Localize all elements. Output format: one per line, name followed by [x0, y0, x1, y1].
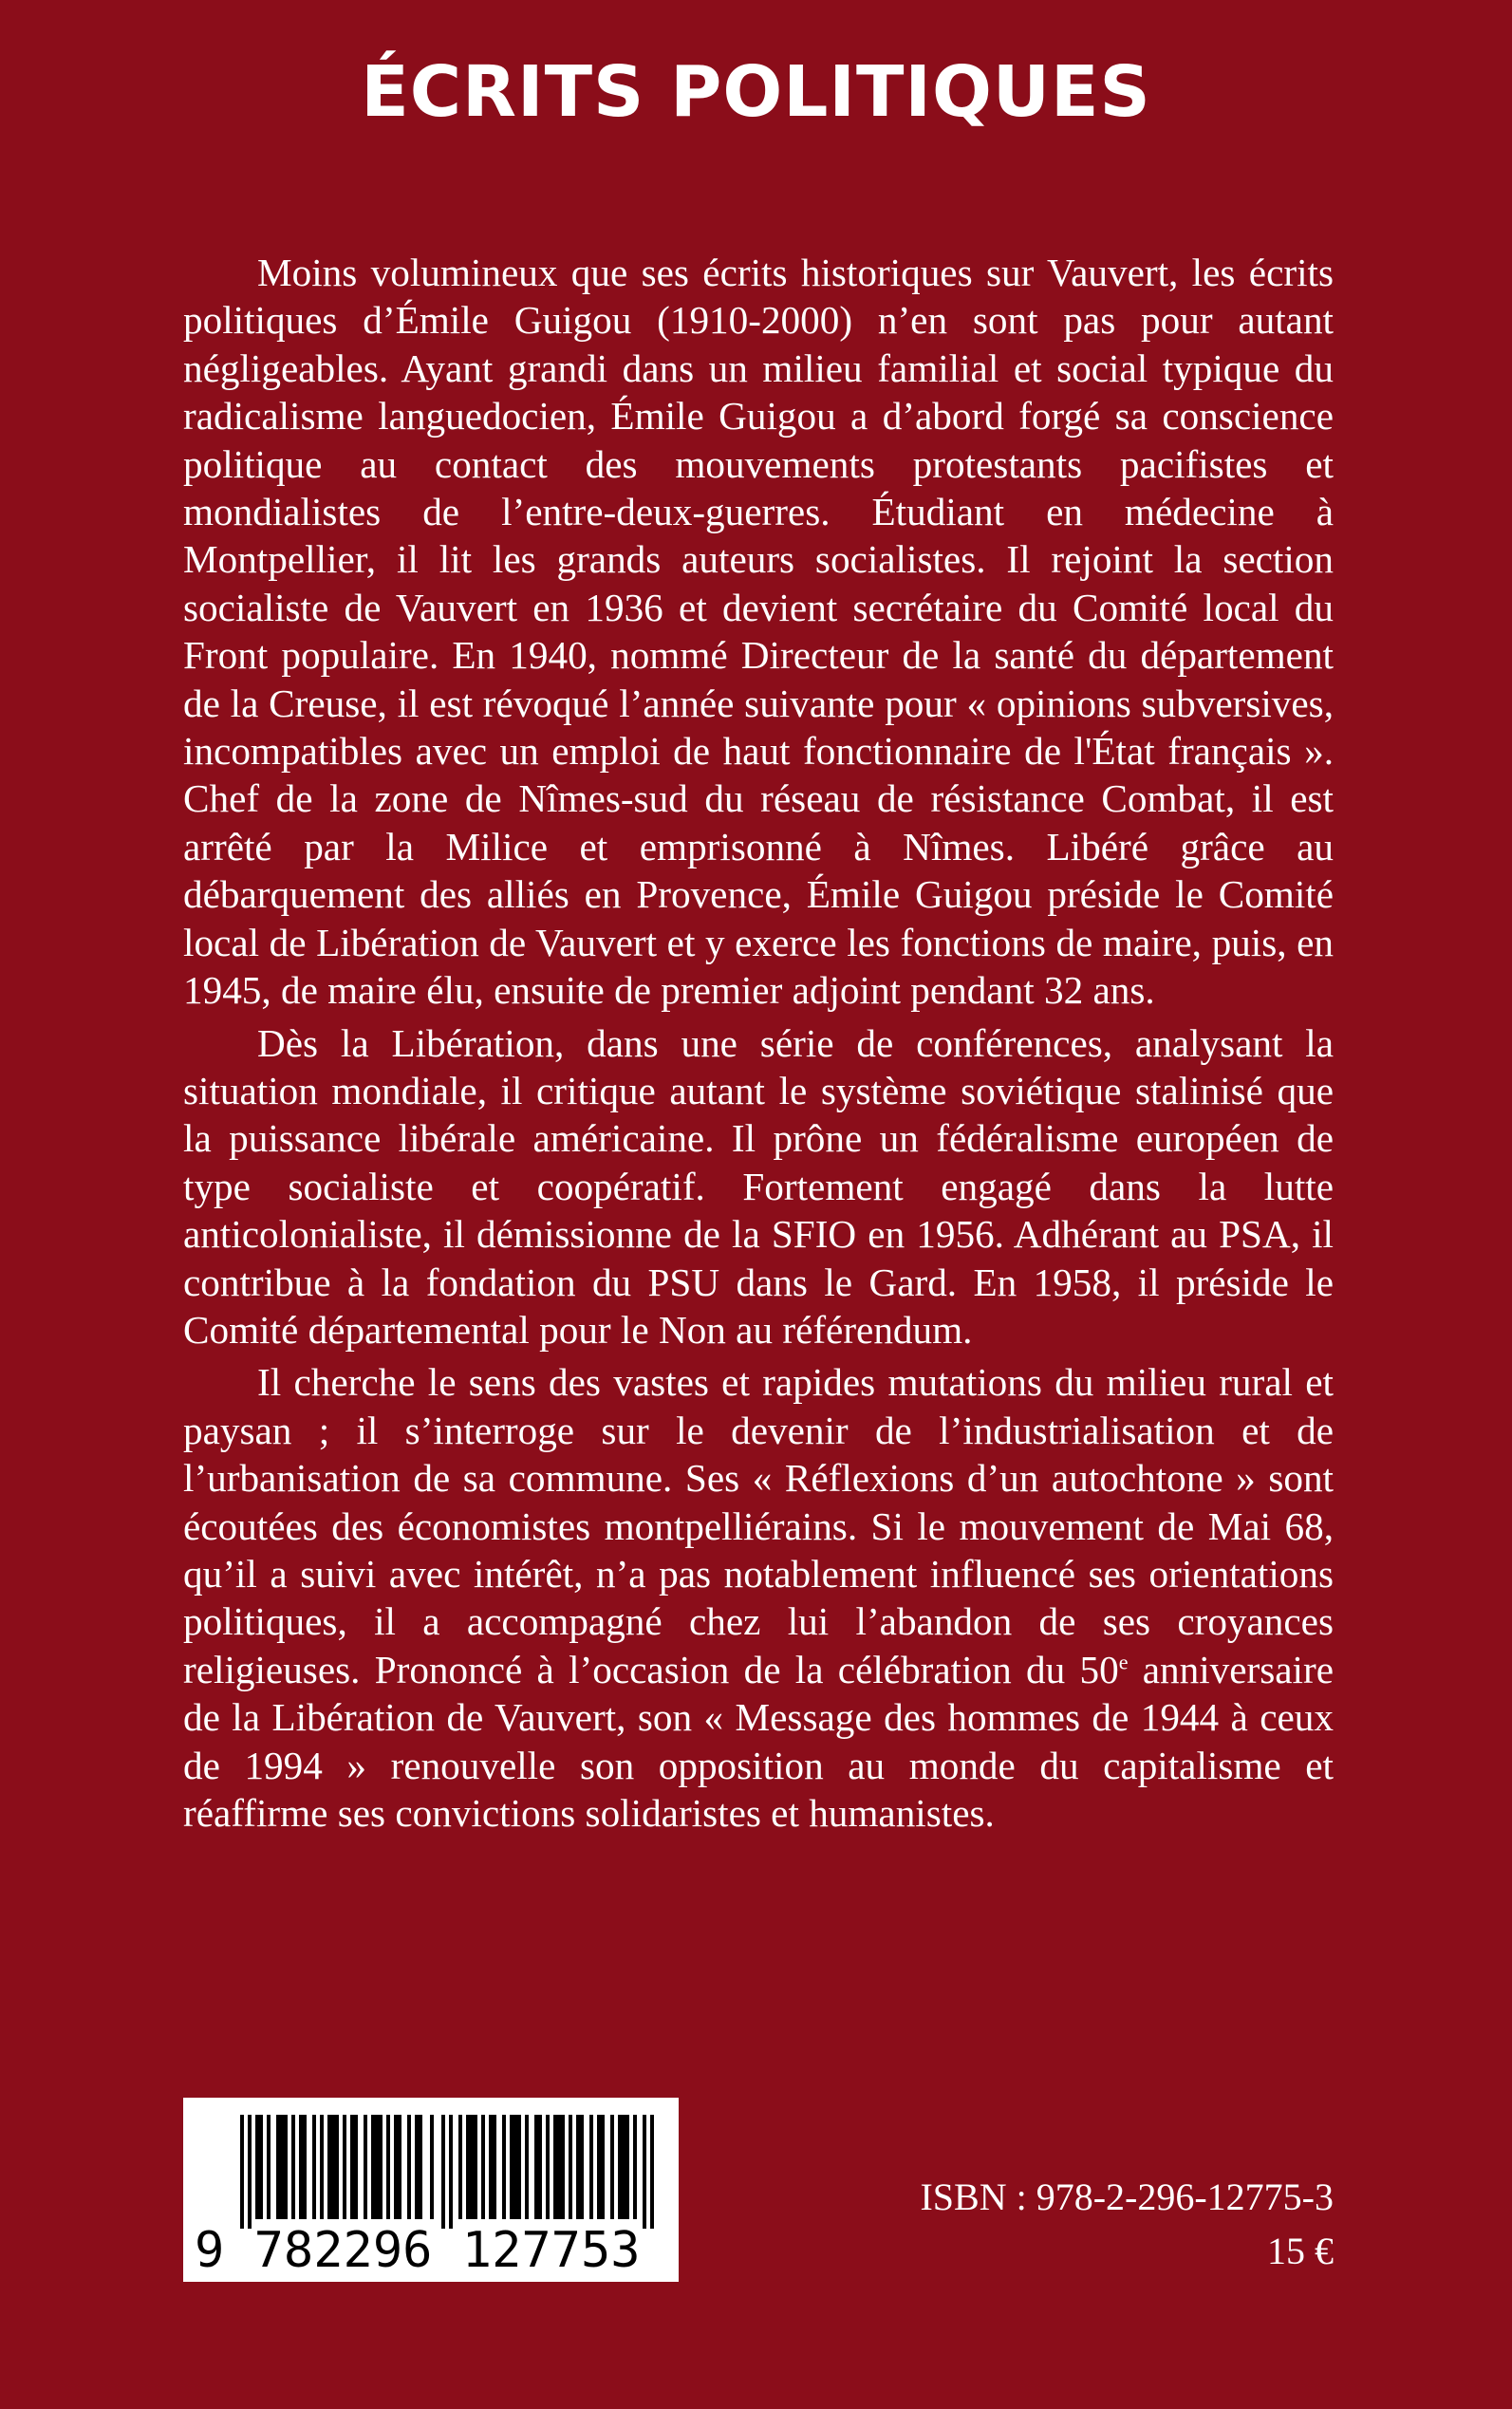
barcode-digits: 9 782296 127753 — [195, 2222, 641, 2279]
barcode-bars — [240, 2115, 658, 2229]
blurb-paragraph-2: Dès la Libération, dans une série de conférences, analysant la situation mondiale, il critique autant le système soviétique stalinisé que la puissance libérale américaine. Il prône un fédéralisme européen de type socialiste et coopératif. Fortement engagé dans la lutte anticolonialiste, il démissionne de la SFIO en 1956. Adhérant au PSA, il contribue à la fondation du PSU dans le Gard. En 1958, il préside le Comité départemental pour le Non au référendum. — [183, 1020, 1334, 1352]
isbn: ISBN : 978-2-296-12775-3 — [920, 2176, 1334, 2218]
blurb-paragraph-3-start: Il cherche le sens des vastes et rapides mutations du milieu rural et paysan ; il s’interroge sur le devenir de l’industrialisation et de l’urbanisation de sa commune. Ses « Réflexions d’un autochtone » sont écoutées des économistes montpelliérains. Si le mouvement de Mai 68, qu’il a suivi avec intérêt, n’a pas notablement influencé ses orientations politiques, il a accompagné chez lui l’abandon de ses croyances religieuses. Prononcé à l’occasion de la célébration du 50 — [183, 1360, 1334, 1691]
ordinal-superscript: e — [1118, 1650, 1129, 1674]
blurb-paragraph-3-end: anniversaire de la Libération de Vauvert, son « Message des hommes de 1944 à ceux de 1994 » renouvelle son opposition au monde du capitalisme et réaffirme ses convictions solidaristes et humanistes. — [183, 1647, 1334, 1835]
barcode — [183, 2098, 679, 2282]
blurb-paragraph-3 — [183, 1358, 1334, 1837]
price: 15 € — [1267, 2230, 1334, 2272]
blurb-text — [183, 249, 1334, 1841]
book-title: ÉCRITS POLITIQUES — [361, 51, 1151, 133]
blurb-paragraph-1: Moins volumineux que ses écrits historiques sur Vauvert, les écrits politiques d’Émile Guigou (1910-2000) n’en sont pas pour autant négligeables. Ayant grandi dans un milieu familial et social typique du radicalisme languedocien, Émile Guigou a d’abord forgé sa conscience politique au contact des mouvements protestants pacifistes et mondialistes de l’entre-deux-guerres. Étudiant en médecine à Montpellier, il lit les grands auteurs socialistes. Il rejoint la section socialiste de Vauvert en 1936 et devient secrétaire du Comité local du Front populaire. En 1940, nommé Directeur de la santé du département de la Creuse, il est révoqué l’année suivante pour « opinions subversives, incompatibles avec un emploi de haut fonctionnaire de l'État français ». Chef de la zone de Nîmes-sud du réseau de résistance Combat, il est arrêté par la Milice et emprisonné à Nîmes. Libéré grâce au débarquement des alliés en Provence, Émile Guigou préside le Comité local de Libération de Vauvert et y exerce les fonctions de maire, puis, en 1945, de maire élu, ensuite de premier adjoint pendant 32 ans. — [183, 251, 1334, 1013]
